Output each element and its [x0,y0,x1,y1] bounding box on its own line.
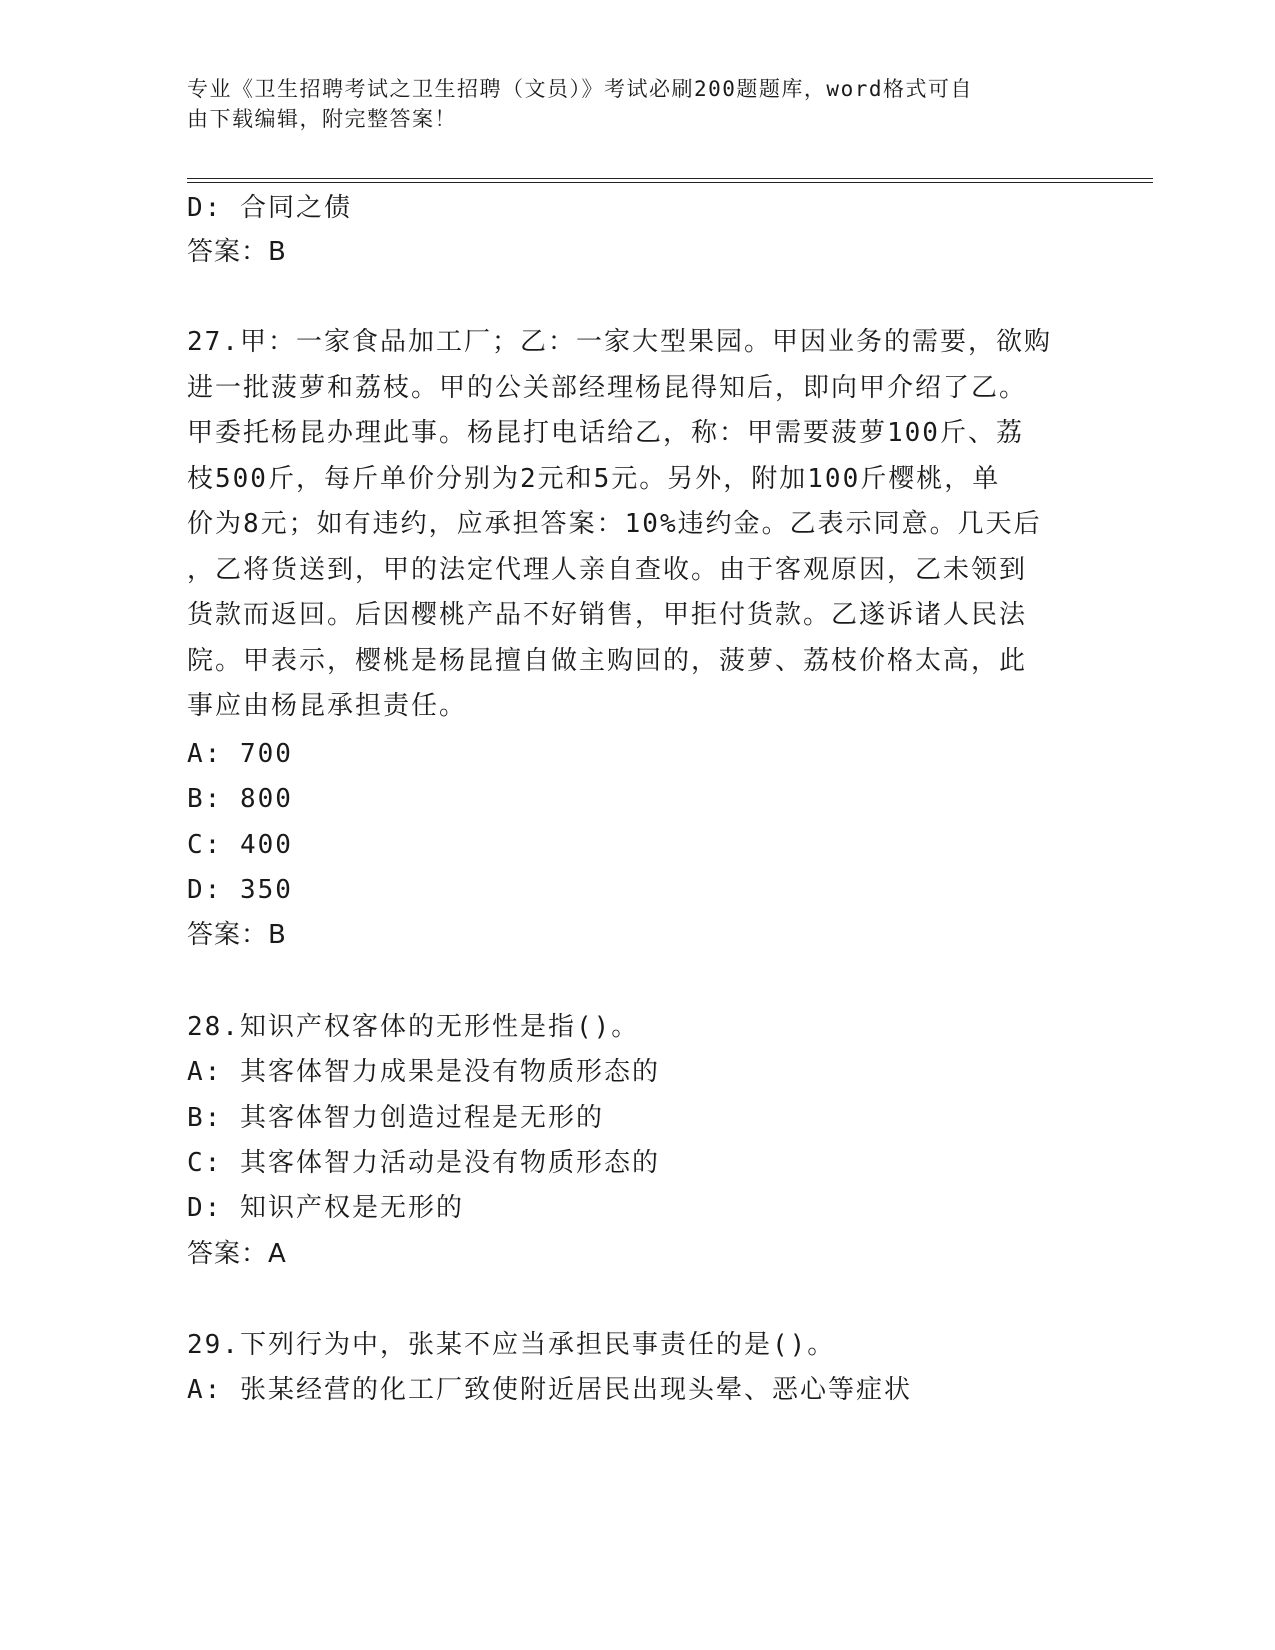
q27-option-a: A: 700 [187,739,293,769]
q27-stem-line: 院。甲表示，樱桃是杨昆擅自做主购回的，菠萝、荔枝价格太高，此 [187,645,1028,676]
page-header [187,74,1067,134]
q29-option-a: A: 张某经营的化工厂致使附近居民出现头晕、恶心等症状 [187,1375,912,1405]
q28-option-a: A: 其客体智力成果是没有物质形态的 [187,1057,660,1087]
q27-stem-line: 价为8元；如有违约，应承担答案：10%违约金。乙表示同意。几天后 [187,509,1042,539]
q28-option-d: D: 知识产权是无形的 [187,1193,464,1223]
q27-option-d: D: 350 [187,875,293,905]
q27-stem-line: 甲委托杨昆办理此事。杨昆打电话给乙，称：甲需要菠萝100斤、荔 [187,418,1024,448]
q27-stem-line: 枝500斤，每斤单价分别为2元和5元。另外，附加100斤樱桃，单 [187,463,1001,494]
q27-stem-line: 货款而返回。后因樱桃产品不好销售，甲拒付货款。乙遂诉诸人民法 [187,600,1028,630]
q27-stem [187,320,1077,730]
q26-option-d: D: 合同之债 [187,193,352,223]
header-line-1: 专业《卫生招聘考试之卫生招聘（文员）》考试必刷200题题库，word格式可自 [187,77,973,101]
q27-option-b: B: 800 [187,784,293,814]
header-line-2: 由下载编辑，附完整答案！ [187,107,457,131]
q27-answer: 答案：B [187,920,287,950]
q28-answer: 答案：A [187,1239,287,1269]
q26-answer: 答案：B [187,237,287,267]
q28-stem: 28.知识产权客体的无形性是指()。 [187,1012,640,1042]
q27-stem-line: ，乙将货送到，甲的法定代理人亲自查收。由于客观原因，乙未领到 [187,554,1028,585]
header-divider [187,178,1153,183]
q27-stem-line: 事应由杨昆承担责任。 [187,691,468,721]
q29-stem: 29.下列行为中，张某不应当承担民事责任的是()。 [187,1330,836,1360]
q28-option-b: B: 其客体智力创造过程是无形的 [187,1103,604,1133]
q28-option-c: C: 其客体智力活动是没有物质形态的 [187,1148,660,1178]
q27-stem-line: 进一批菠萝和荔枝。甲的公关部经理杨昆得知后，即向甲介绍了乙。 [187,372,1028,403]
q27-stem-line: 27.甲：一家食品加工厂；乙：一家大型果园。甲因业务的需要，欲购 [187,327,1052,357]
q27-option-c: C: 400 [187,830,293,860]
